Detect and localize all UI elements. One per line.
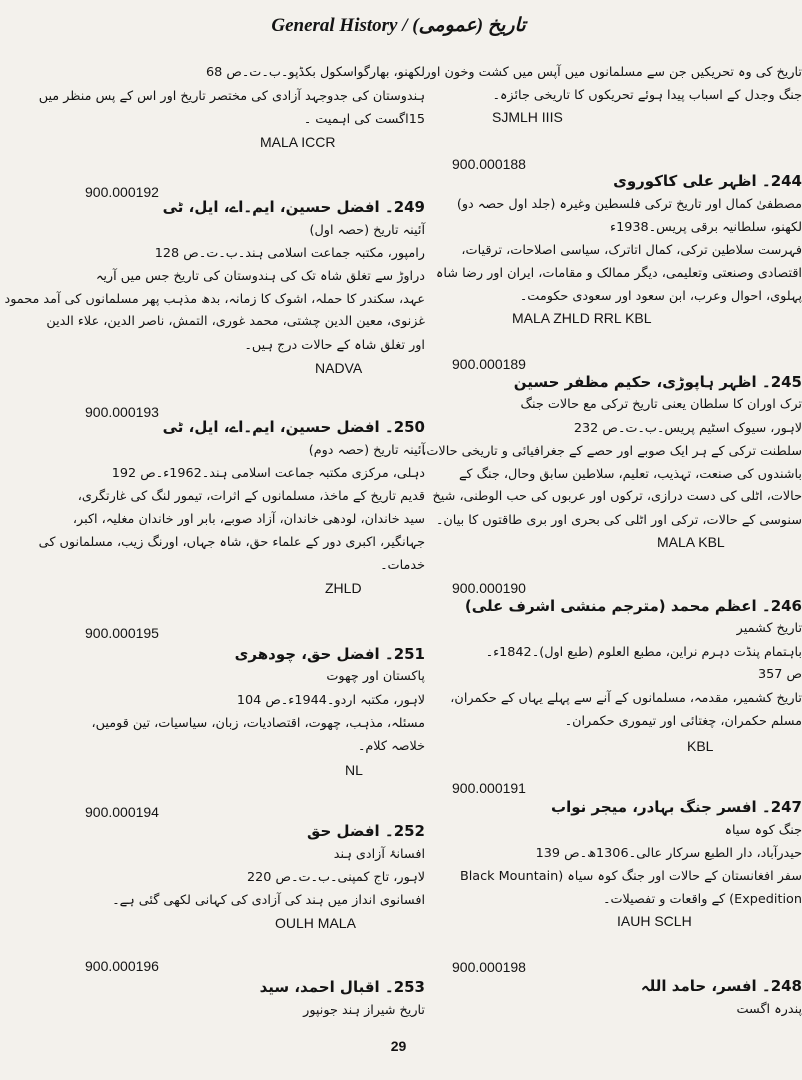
entry-title: 245۔ اظہر ہاپوڑی، حکیم مظفر حسین: [513, 373, 802, 391]
entry-title: 246۔ اعظم محمد (مترجم منشی اشرف علی): [464, 597, 802, 615]
class-number: 900.000198: [452, 959, 526, 975]
entry-line: دہلی، مرکزی مکتبہ جماعت اسلامی ہند۔1962ء۔ص 192: [111, 466, 425, 481]
entry-line: لاہور، سیوک اسٹیم پریس۔ب۔ت۔ص 232: [573, 421, 802, 436]
entry-title: 247۔ افسر جنگ بہادر، میجر نواب: [551, 798, 802, 816]
entry-line: تاریخ شیراز ہند جونپور: [303, 1003, 425, 1018]
entry-line: جہانگیر، اکبری دور کے علماء حق، شاہ جہاں، اورنگ زیب، مسلمانوں کی: [38, 535, 425, 550]
entry-line: افسانۂ آزادی ہند: [333, 847, 425, 862]
library-codes: OULH MALA: [275, 915, 356, 931]
entry-line: رامپور، مکتبہ جماعت اسلامی ہند۔ب۔ت۔ص 128: [154, 246, 425, 261]
library-codes: NL: [345, 762, 363, 778]
entry-line: مصطفیٰ کمال اور تاریخ ترکی فلسطین وغیرہ (جلد اول حصہ دو): [456, 197, 802, 212]
library-codes: IAUH SCLH: [617, 913, 692, 929]
entry-line: لکھنو، بھارگواسکول بکڈپو۔ب۔ت۔ص 68: [205, 65, 425, 80]
entry-line: پاکستان اور چھوت: [326, 669, 425, 684]
library-codes: MALA ZHLD RRL KBL: [512, 310, 652, 326]
entry-line: لاہور، تاج کمپنی۔ب۔ت۔ص 220: [246, 870, 425, 885]
entry-line: ص 357: [758, 667, 802, 682]
entry-line: سنوسی کے حالات، ترکی اور اٹلی کی بحری اور بری طاقتوں کا بیان۔: [435, 513, 802, 528]
class-number: 900.000194: [85, 804, 159, 820]
entry-line: افسانوی انداز میں ہند کی آزادی کی کہانی لکھی گئی ہے۔: [112, 893, 425, 908]
entry-line: باشندوں کی صنعت، تہذیب، تعلیم، سلاطین سابق وحال، جنگ کے: [458, 467, 802, 482]
entry-line: مسئلہ، مذہب، چھوت، اقتصادیات، زبان، سیاسیات، تین قومیں،: [91, 716, 425, 731]
entry-title: 251۔ افضل حق، چودھری: [234, 645, 425, 663]
entry-line: حیدرآباد، دار الطبع سرکار عالی۔1306ھ۔ص 139: [535, 846, 802, 861]
entry-line: ترک اوران کا سلطان یعنی تاریخ ترکی مع حالات جنگ: [520, 397, 802, 412]
entry-line: غزنوی، معین الدین چشتی، محمد غوری، التمش، ناصر الدین، علاء الدین: [46, 314, 425, 329]
entry-line: باہتمام پنڈت دہرم نراین، مطبع العلوم (طبع اول)۔1842ء۔: [485, 645, 802, 660]
entry-line: لاہور، مکتبہ اردو۔1944ء۔ص 104: [236, 693, 425, 708]
entry-line: Expedition) کے واقعات و تفصیلات۔: [602, 892, 802, 907]
library-codes: KBL: [687, 738, 714, 754]
entry-line: دراوڑ سے تغلق شاہ تک کی ہندوستان کی تاریخ جس میں آریہ: [95, 269, 425, 284]
entry-line: سفر افغانستان کے حالات اور جنگ کوہ سیاہ (Black Mountain: [459, 869, 802, 884]
entry-title: 253۔ اقبال احمد، سید: [259, 978, 425, 996]
entry-line: جنگ کوہ سیاہ: [724, 823, 802, 838]
entry-line: حالات، اٹلی کی دست درازی، ترکوں اور عربوں کی حب الوطنی، شیخ: [432, 489, 802, 504]
class-number: 900.000196: [85, 958, 159, 974]
library-codes: SJMLH IIIS: [492, 109, 563, 125]
entry-line: لکھنو، سلطانیہ برقی پریس۔1938ء: [610, 220, 802, 235]
entry-title: 252۔ افضل حق: [306, 822, 425, 840]
library-codes: MALA KBL: [657, 534, 725, 550]
entry-line: سید خاندان، لودھی خاندان، آزاد صوبے، بابر اور خاندان مغلیہ، اکبر،: [72, 512, 425, 527]
entry-line: فہرست سلاطین ترکی، کمال اتاترک، سیاسی اصلاحات، ترقیات،: [461, 243, 802, 258]
entry-line: تاریخ کشمیر: [736, 621, 802, 636]
entry-line: آئینہ تاریخ (حصہ دوم): [308, 443, 425, 458]
entry-title: 249۔ افضل حسین، ایم۔اے، ایل، ٹی: [162, 198, 425, 216]
library-codes: MALA ICCR: [260, 134, 336, 150]
class-number: 900.000193: [85, 404, 159, 420]
class-number: 900.000192: [85, 184, 159, 200]
entry-line: خدمات۔: [380, 558, 425, 573]
class-number: 900.000189: [452, 356, 526, 372]
entry-line: تاریخ کشمیر، مقدمہ، مسلمانوں کے آنے سے پہلے یہاں کے حکمران،: [450, 691, 802, 706]
entry-line: ہندوستان کی جدوجہد آزادی کی مختصر تاریخ اور اس کے پس منظر میں: [38, 89, 425, 104]
entry-line: سلطنت ترکی کے ہر ایک صوبے اور حصے کے جغرافیائی و تاریخی حالات،: [422, 444, 802, 459]
library-codes: ZHLD: [325, 580, 362, 596]
entry-line: پندرہ اگست: [736, 1002, 802, 1017]
entry-line: قدیم تاریخ کے ماخذ، مسلمانوں کے اثرات، تیمور لنگ کی غارتگری،: [77, 489, 425, 504]
entry-title: 244۔ اظہر علی کاکوروی: [613, 172, 802, 190]
entry-line: تاریخ کی وہ تحریکیں جن سے مسلمانوں میں آپس میں کشت وخون اور: [424, 65, 802, 80]
page-header-title: General History / (عمومی) تاریخ: [271, 15, 526, 36]
entry-line: اور تغلق شاہ کے حالات درج ہیں۔: [244, 338, 425, 353]
entry-line: جنگ وجدل کے اسباب پیدا ہوئے تحریکوں کا تاریخی جائزہ۔: [492, 88, 802, 103]
entry-title: 248۔ افسر، حامد اللہ: [640, 977, 802, 995]
class-number: 900.000188: [452, 156, 526, 172]
entry-line: مسلم حکمران، چغتائی اور تیموری حکمران۔: [564, 714, 802, 729]
class-number: 900.000190: [452, 580, 526, 596]
entry-line: آئینہ تاریخ (حصہ اول): [309, 223, 425, 238]
page-number: 29: [390, 1038, 407, 1054]
entry-line: اقتصادی وصنعتی وتعلیمی، دیگر ممالک و مقامات، ایران اور رضا شاہ: [435, 266, 802, 281]
entry-line: پہلوی، احوال وعرب، ابن سعود اور سعودی حکومت۔: [519, 289, 802, 304]
class-number: 900.000195: [85, 625, 159, 641]
entry-line: 15اگست کی اہمیت ۔: [303, 112, 425, 127]
class-number: 900.000191: [452, 780, 526, 796]
library-codes: NADVA: [315, 360, 363, 376]
entry-title: 250۔ افضل حسین، ایم۔اے، ایل، ٹی: [162, 418, 425, 436]
entry-line: عہد، سکندر کا حملہ، اشوک کا زمانہ، بدھ مذہب پھر مسلمانوں کی آمد محمود: [4, 292, 425, 307]
entry-line: خلاصہ کلام۔: [357, 739, 425, 754]
